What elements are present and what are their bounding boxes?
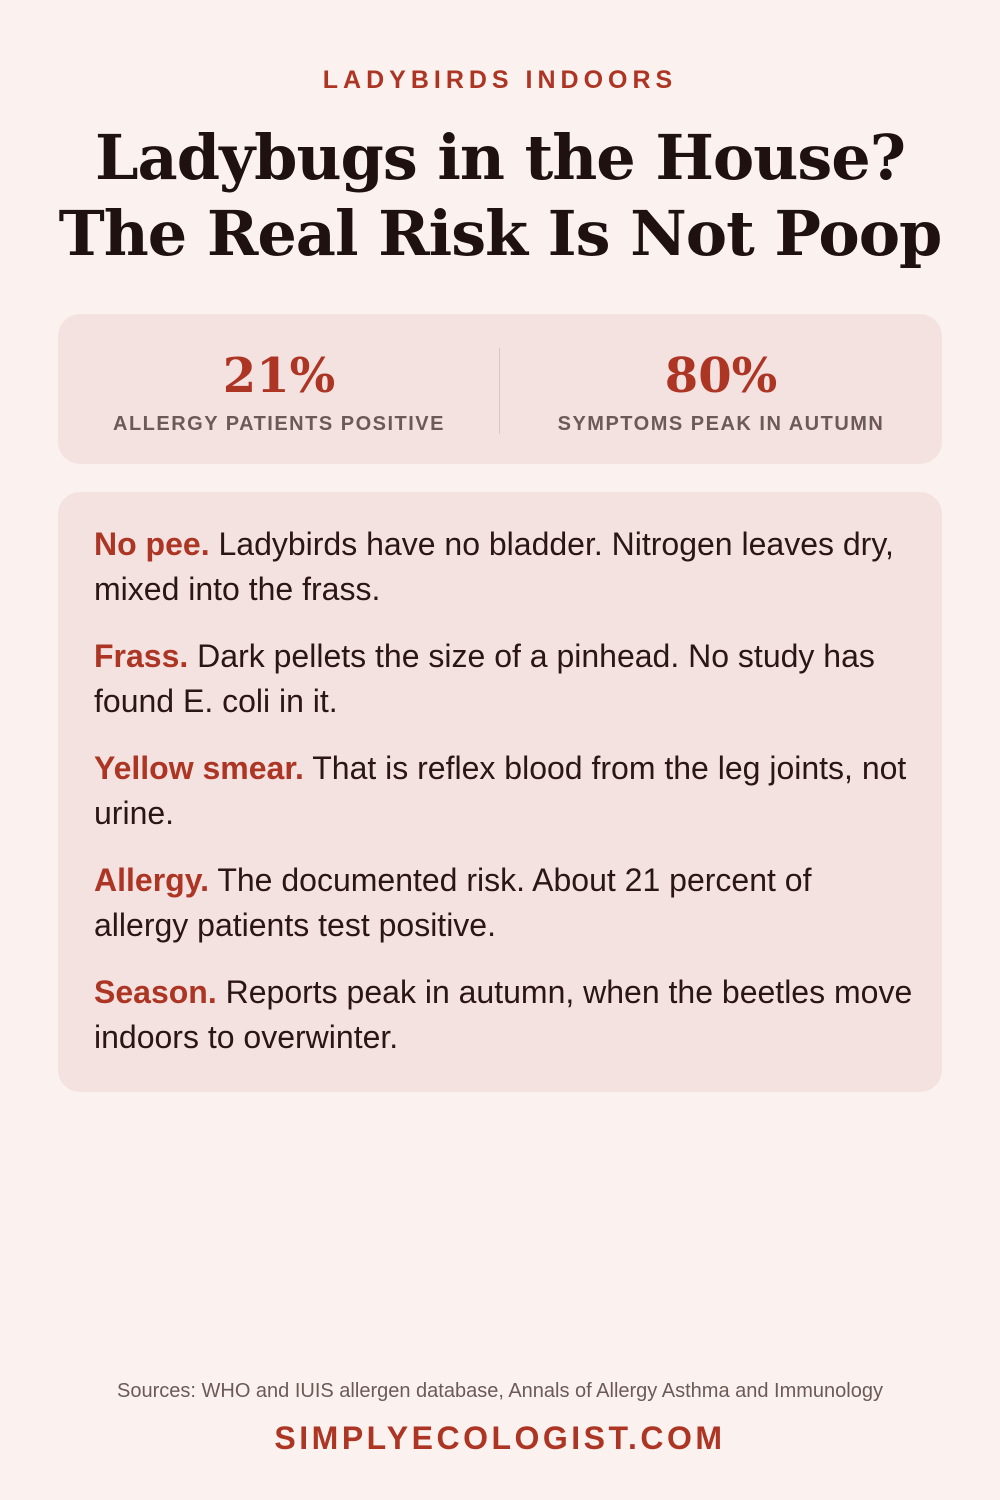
fact-no-pee [94, 522, 914, 612]
fact-text: Ladybirds have no bladder. Nitrogen leaves dry, mixed into the frass. [94, 526, 894, 607]
page-title [0, 120, 1000, 272]
fact-term: No pee. [94, 526, 210, 562]
fact-term: Allergy. [94, 862, 209, 898]
fact-frass [94, 634, 914, 724]
fact-yellow-smear [94, 746, 914, 836]
eyebrow-label: LADYBIRDS INDOORS [322, 66, 678, 94]
stats-card [58, 314, 942, 464]
fact-text: Dark pellets the size of a pinhead. No study has found E. coli in it. [94, 638, 875, 719]
stat-label: SYMPTOMS PEAK IN AUTUMN [557, 413, 885, 435]
page-title-line-2: The Real Risk Is Not Poop [58, 197, 942, 270]
fact-text: The documented risk. About 21 percent of allergy patients test positive. [94, 862, 812, 943]
facts-card [58, 492, 942, 1092]
stat-value: 21% [222, 348, 336, 404]
stat-autumn-peak [500, 314, 942, 464]
sources-note: Sources: WHO and IUIS allergen database, Annals of Allergy Asthma and Immunology [117, 1380, 883, 1402]
brand-link[interactable]: SIMPLYECOLOGIST.COM [274, 1420, 726, 1456]
fact-season [94, 970, 914, 1060]
stat-value: 80% [664, 348, 778, 404]
fact-allergy [94, 858, 914, 948]
fact-term: Yellow smear. [94, 750, 304, 786]
stat-label: ALLERGY PATIENTS POSITIVE [113, 413, 445, 435]
fact-term: Season. [94, 974, 217, 1010]
stat-allergy-patients [58, 314, 500, 464]
page-title-line-1: Ladybugs in the House? [94, 121, 906, 194]
fact-term: Frass. [94, 638, 189, 674]
fact-text: Reports peak in autumn, when the beetles move indoors to overwinter. [94, 974, 913, 1055]
fact-text: That is reflex blood from the leg joints, not urine. [94, 750, 907, 831]
